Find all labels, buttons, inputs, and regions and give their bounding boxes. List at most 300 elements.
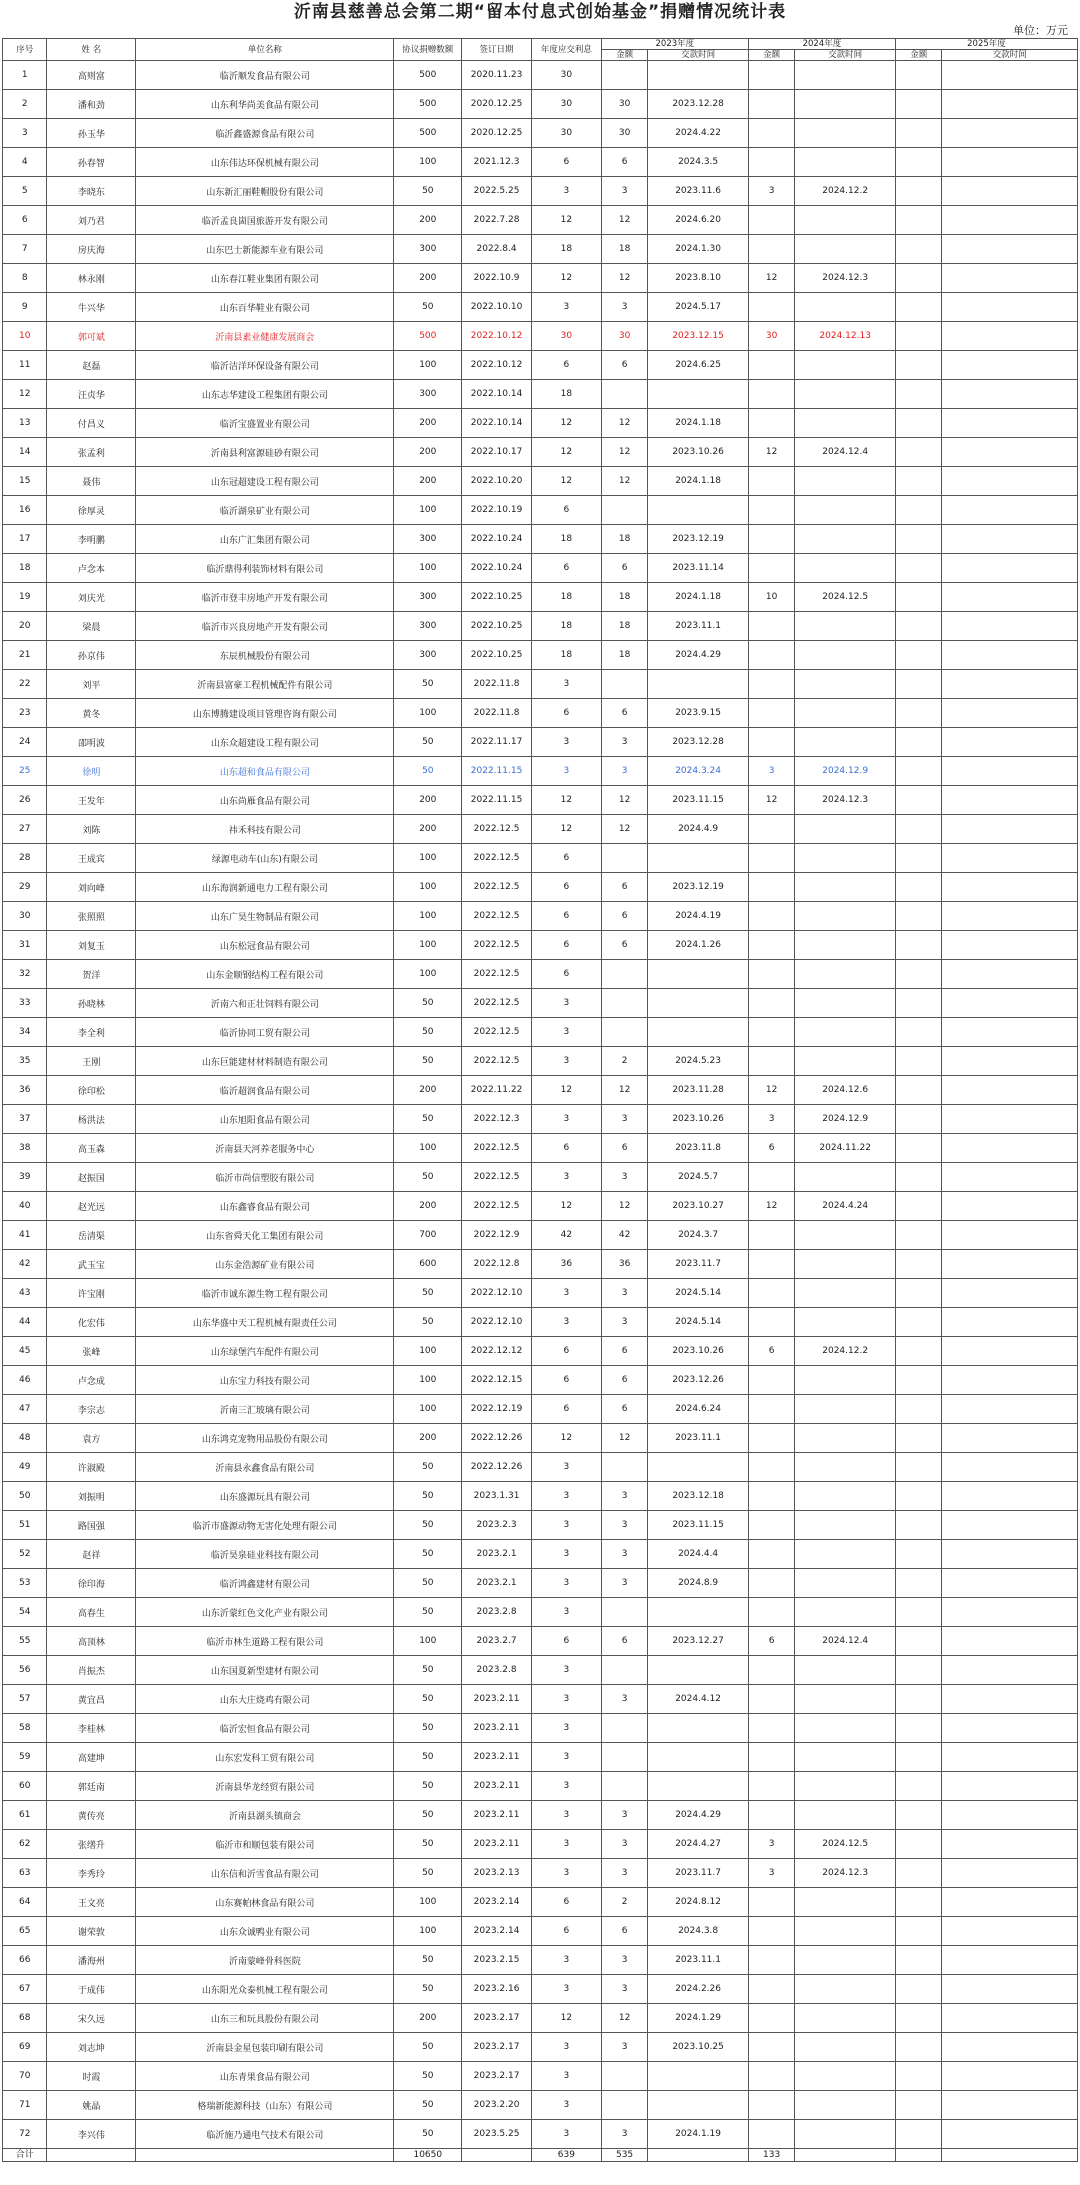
table-row [3, 1337, 1078, 1366]
cell-seq: 15 [3, 467, 47, 496]
cell-name: 张照照 [47, 902, 136, 931]
cell-interest: 6 [531, 873, 601, 902]
table-row [3, 1047, 1078, 1076]
cell-sign-date: 2020.11.23 [462, 61, 532, 90]
table-row [3, 641, 1078, 670]
cell-paydate-2023: 2024.2.26 [648, 1975, 749, 2004]
cell-paydate-2023: 2023.11.8 [648, 1134, 749, 1163]
cell-amount-2025 [895, 1308, 942, 1337]
cell-amount: 50 [394, 1453, 462, 1482]
cell-paydate-2023: 2024.1.26 [648, 931, 749, 960]
table-row [3, 1917, 1078, 1946]
cell-sign-date: 2023.2.15 [462, 1946, 532, 1975]
cell-amount-2024 [748, 1482, 795, 1511]
cell-name: 许淑殿 [47, 1453, 136, 1482]
cell-seq: 48 [3, 1424, 47, 1453]
cell-paydate-2025 [942, 1366, 1078, 1395]
cell-amount-2025 [895, 931, 942, 960]
cell-amount-2023: 3 [601, 1830, 648, 1859]
cell-company: 山东宝力科技有限公司 [136, 1366, 394, 1395]
cell-paydate-2024: 2024.12.4 [795, 438, 896, 467]
cell-amount-2024 [748, 902, 795, 931]
table-row [3, 1424, 1078, 1453]
cell-amount: 200 [394, 438, 462, 467]
cell-paydate-2024 [795, 467, 896, 496]
cell-amount: 50 [394, 1772, 462, 1801]
cell-amount-2023 [601, 960, 648, 989]
cell-seq: 59 [3, 1743, 47, 1772]
cell-seq: 64 [3, 1888, 47, 1917]
cell-name: 潘和劲 [47, 90, 136, 119]
cell-sign-date: 2022.10.12 [462, 322, 532, 351]
cell-paydate-2023 [648, 380, 749, 409]
cell-name: 李全利 [47, 1018, 136, 1047]
cell-paydate-2024 [795, 1888, 896, 1917]
cell-amount-2024 [748, 1975, 795, 2004]
cell-paydate-2025 [942, 1801, 1078, 1830]
cell-paydate-2025 [942, 2033, 1078, 2062]
cell-amount-2025 [895, 235, 942, 264]
cell-amount-2024 [748, 1221, 795, 1250]
cell-paydate-2025 [942, 670, 1078, 699]
cell-amount-2023: 6 [601, 1627, 648, 1656]
cell-seq: 69 [3, 2033, 47, 2062]
cell-amount: 50 [394, 670, 462, 699]
cell-seq: 40 [3, 1192, 47, 1221]
cell-name: 袁方 [47, 1424, 136, 1453]
cell-seq: 36 [3, 1076, 47, 1105]
cell-amount-2023: 12 [601, 1076, 648, 1105]
header-company: 单位名称 [136, 39, 394, 61]
cell-company: 临沂市兴良房地产开发有限公司 [136, 612, 394, 641]
cell-seq: 11 [3, 351, 47, 380]
cell-amount-2025 [895, 1424, 942, 1453]
cell-company: 山东金浩源矿业有限公司 [136, 1250, 394, 1279]
cell-sign-date: 2022.12.26 [462, 1453, 532, 1482]
cell-amount-2023: 30 [601, 322, 648, 351]
cell-amount-2024 [748, 554, 795, 583]
cell-company: 临沂顺发食品有限公司 [136, 61, 394, 90]
cell-company: 沂南县湖头镇商会 [136, 1801, 394, 1830]
cell-paydate-2024: 2024.12.13 [795, 322, 896, 351]
cell-sign-date: 2022.10.14 [462, 409, 532, 438]
cell-amount: 100 [394, 351, 462, 380]
table-row [3, 960, 1078, 989]
cell-amount-2023: 6 [601, 1134, 648, 1163]
cell-seq: 43 [3, 1279, 47, 1308]
cell-paydate-2025 [942, 1511, 1078, 1540]
cell-name: 贺洋 [47, 960, 136, 989]
header-year-2025: 2025年度 [895, 39, 1077, 50]
cell-seq: 56 [3, 1656, 47, 1685]
cell-name: 刘庆光 [47, 583, 136, 612]
cell-amount-2024: 6 [748, 1337, 795, 1366]
cell-amount-2025 [895, 322, 942, 351]
cell-amount-2025 [895, 1569, 942, 1598]
cell-paydate-2025 [942, 1743, 1078, 1772]
cell-seq: 52 [3, 1540, 47, 1569]
cell-name: 刘志坤 [47, 2033, 136, 2062]
donation-table [2, 38, 1078, 2162]
cell-company: 祎禾科技有限公司 [136, 815, 394, 844]
cell-amount-2025 [895, 1830, 942, 1859]
total-blank-4 [648, 2149, 749, 2162]
cell-paydate-2025 [942, 1685, 1078, 1714]
table-row [3, 844, 1078, 873]
cell-paydate-2023: 2023.12.28 [648, 90, 749, 119]
cell-interest: 3 [531, 728, 601, 757]
cell-amount-2023: 3 [601, 1685, 648, 1714]
cell-sign-date: 2022.12.3 [462, 1105, 532, 1134]
cell-name: 李明鹏 [47, 525, 136, 554]
cell-amount-2025 [895, 2033, 942, 2062]
cell-paydate-2025 [942, 612, 1078, 641]
cell-amount-2024 [748, 989, 795, 1018]
cell-amount: 100 [394, 1888, 462, 1917]
cell-amount-2024 [748, 1888, 795, 1917]
cell-amount-2023: 18 [601, 235, 648, 264]
cell-company: 临沂宝盛置业有限公司 [136, 409, 394, 438]
cell-paydate-2023: 2024.4.29 [648, 641, 749, 670]
cell-sign-date: 2022.10.17 [462, 438, 532, 467]
cell-paydate-2025 [942, 1395, 1078, 1424]
cell-interest: 3 [531, 1859, 601, 1888]
cell-amount-2025 [895, 61, 942, 90]
cell-interest: 3 [531, 1540, 601, 1569]
cell-sign-date: 2023.2.11 [462, 1772, 532, 1801]
cell-amount-2023: 3 [601, 2120, 648, 2149]
cell-paydate-2024 [795, 1569, 896, 1598]
cell-amount-2023 [601, 1453, 648, 1482]
cell-amount: 500 [394, 322, 462, 351]
cell-amount-2025 [895, 1395, 942, 1424]
cell-amount-2023: 3 [601, 177, 648, 206]
table-row [3, 1772, 1078, 1801]
cell-sign-date: 2022.12.5 [462, 844, 532, 873]
cell-paydate-2023: 2023.11.14 [648, 554, 749, 583]
cell-paydate-2024 [795, 1743, 896, 1772]
cell-amount-2025 [895, 1221, 942, 1250]
cell-interest: 3 [531, 1743, 601, 1772]
cell-paydate-2024 [795, 931, 896, 960]
cell-paydate-2025 [942, 235, 1078, 264]
cell-amount-2025 [895, 1975, 942, 2004]
cell-interest: 18 [531, 612, 601, 641]
cell-amount: 200 [394, 2004, 462, 2033]
cell-amount: 100 [394, 148, 462, 177]
table-row [3, 351, 1078, 380]
cell-seq: 39 [3, 1163, 47, 1192]
cell-seq: 61 [3, 1801, 47, 1830]
cell-amount: 200 [394, 206, 462, 235]
cell-amount-2023: 18 [601, 612, 648, 641]
table-row [3, 206, 1078, 235]
cell-paydate-2024 [795, 612, 896, 641]
cell-interest: 36 [531, 1250, 601, 1279]
table-row [3, 1946, 1078, 1975]
header-2023-amount: 金额 [601, 50, 648, 61]
table-row [3, 438, 1078, 467]
cell-name: 黄传亮 [47, 1801, 136, 1830]
cell-interest: 3 [531, 1830, 601, 1859]
cell-company: 山东赛帕林食品有限公司 [136, 1888, 394, 1917]
cell-paydate-2023: 2023.11.1 [648, 1946, 749, 1975]
cell-interest: 12 [531, 1076, 601, 1105]
cell-paydate-2024 [795, 1772, 896, 1801]
cell-amount: 50 [394, 757, 462, 786]
cell-sign-date: 2022.10.10 [462, 293, 532, 322]
cell-interest: 6 [531, 699, 601, 728]
cell-paydate-2024 [795, 1917, 896, 1946]
cell-paydate-2024 [795, 1482, 896, 1511]
header-interest: 年度应交利息 [531, 39, 601, 61]
cell-seq: 58 [3, 1714, 47, 1743]
cell-amount: 50 [394, 1743, 462, 1772]
cell-company: 山东青果食品有限公司 [136, 2062, 394, 2091]
cell-amount: 50 [394, 2033, 462, 2062]
cell-seq: 49 [3, 1453, 47, 1482]
table-row [3, 786, 1078, 815]
cell-interest: 18 [531, 380, 601, 409]
cell-sign-date: 2022.11.17 [462, 728, 532, 757]
cell-name: 王发年 [47, 786, 136, 815]
cell-paydate-2024 [795, 1801, 896, 1830]
cell-company: 山东旭阳食品有限公司 [136, 1105, 394, 1134]
cell-amount-2025 [895, 525, 942, 554]
cell-paydate-2023: 2023.12.26 [648, 1366, 749, 1395]
cell-company: 山东大庄烧鸡有限公司 [136, 1685, 394, 1714]
cell-company: 沂南县素业健康发展商会 [136, 322, 394, 351]
cell-interest: 12 [531, 815, 601, 844]
cell-amount-2025 [895, 1685, 942, 1714]
cell-name: 宋久远 [47, 2004, 136, 2033]
cell-interest: 3 [531, 1453, 601, 1482]
cell-amount: 100 [394, 844, 462, 873]
cell-amount: 300 [394, 235, 462, 264]
cell-name: 徐印松 [47, 1076, 136, 1105]
cell-paydate-2023 [648, 61, 749, 90]
cell-name: 王刚 [47, 1047, 136, 1076]
cell-amount-2025 [895, 351, 942, 380]
cell-amount-2023 [601, 989, 648, 1018]
cell-amount-2023 [601, 496, 648, 525]
cell-company: 山东沂蒙红色文化产业有限公司 [136, 1598, 394, 1627]
cell-paydate-2024 [795, 1163, 896, 1192]
cell-amount-2023 [601, 844, 648, 873]
cell-company: 山东信和沂雪食品有限公司 [136, 1859, 394, 1888]
cell-paydate-2023: 2023.12.19 [648, 525, 749, 554]
cell-interest: 3 [531, 1047, 601, 1076]
cell-sign-date: 2023.2.1 [462, 1569, 532, 1598]
cell-amount-2024 [748, 380, 795, 409]
cell-paydate-2024 [795, 1221, 896, 1250]
cell-paydate-2025 [942, 1163, 1078, 1192]
cell-amount-2023 [601, 1772, 648, 1801]
cell-amount-2024 [748, 2004, 795, 2033]
cell-amount-2023: 6 [601, 1337, 648, 1366]
cell-amount: 200 [394, 786, 462, 815]
cell-amount-2023: 3 [601, 1308, 648, 1337]
cell-amount-2024: 3 [748, 1830, 795, 1859]
cell-sign-date: 2022.11.8 [462, 699, 532, 728]
cell-amount-2025 [895, 960, 942, 989]
cell-paydate-2023: 2024.1.18 [648, 409, 749, 438]
cell-amount-2023: 12 [601, 206, 648, 235]
cell-amount-2024 [748, 1946, 795, 1975]
cell-paydate-2025 [942, 1946, 1078, 1975]
cell-amount: 100 [394, 1395, 462, 1424]
cell-sign-date: 2022.12.10 [462, 1308, 532, 1337]
header-2023-paydate: 交款时间 [648, 50, 749, 61]
cell-amount-2023: 3 [601, 1511, 648, 1540]
cell-seq: 50 [3, 1482, 47, 1511]
cell-interest: 6 [531, 554, 601, 583]
cell-paydate-2024 [795, 1685, 896, 1714]
cell-company: 沂南县天河养老服务中心 [136, 1134, 394, 1163]
cell-paydate-2024 [795, 699, 896, 728]
total-interest: 639 [531, 2149, 601, 2162]
table-row [3, 1482, 1078, 1511]
cell-seq: 72 [3, 2120, 47, 2149]
cell-amount-2023: 3 [601, 757, 648, 786]
cell-company: 沂南县华龙经贸有限公司 [136, 1772, 394, 1801]
total-blank-7 [942, 2149, 1078, 2162]
cell-amount-2024 [748, 351, 795, 380]
cell-company: 临沂洁洋环保设备有限公司 [136, 351, 394, 380]
cell-company: 山东超和食品有限公司 [136, 757, 394, 786]
cell-name: 徐印海 [47, 1569, 136, 1598]
cell-amount-2024 [748, 612, 795, 641]
cell-paydate-2024 [795, 61, 896, 90]
cell-sign-date: 2023.2.14 [462, 1888, 532, 1917]
cell-amount-2023: 6 [601, 873, 648, 902]
cell-amount-2023 [601, 2062, 648, 2091]
cell-seq: 16 [3, 496, 47, 525]
cell-seq: 12 [3, 380, 47, 409]
cell-paydate-2025 [942, 931, 1078, 960]
cell-amount-2023: 6 [601, 902, 648, 931]
cell-amount: 200 [394, 264, 462, 293]
cell-paydate-2024 [795, 380, 896, 409]
cell-amount-2023: 3 [601, 1163, 648, 1192]
cell-seq: 3 [3, 119, 47, 148]
cell-amount: 50 [394, 2062, 462, 2091]
cell-paydate-2023: 2023.11.1 [648, 612, 749, 641]
cell-interest: 12 [531, 264, 601, 293]
page-title: 沂南县慈善总会第二期“留本付息式创始基金”捐赠情况统计表 [293, 2, 787, 22]
cell-amount-2023: 6 [601, 148, 648, 177]
cell-amount-2025 [895, 2004, 942, 2033]
cell-seq: 66 [3, 1946, 47, 1975]
cell-paydate-2025 [942, 2062, 1078, 2091]
cell-paydate-2023 [648, 1598, 749, 1627]
cell-name: 谢荣敦 [47, 1917, 136, 1946]
cell-paydate-2023: 2024.6.20 [648, 206, 749, 235]
cell-interest: 3 [531, 2091, 601, 2120]
cell-name: 张孟利 [47, 438, 136, 467]
cell-paydate-2023 [648, 1714, 749, 1743]
cell-seq: 22 [3, 670, 47, 699]
cell-paydate-2025 [942, 1830, 1078, 1859]
cell-paydate-2025 [942, 554, 1078, 583]
cell-amount-2024 [748, 2091, 795, 2120]
cell-sign-date: 2022.12.5 [462, 1192, 532, 1221]
cell-amount-2025 [895, 728, 942, 757]
cell-company: 山东华盛中天工程机械有限责任公司 [136, 1308, 394, 1337]
cell-interest: 18 [531, 583, 601, 612]
header-2024-paydate: 交款时间 [795, 50, 896, 61]
cell-amount-2025 [895, 380, 942, 409]
cell-interest: 3 [531, 1801, 601, 1830]
cell-interest: 3 [531, 1714, 601, 1743]
cell-company: 山东国夏新型建材有限公司 [136, 1656, 394, 1685]
cell-amount-2024: 12 [748, 264, 795, 293]
cell-interest: 3 [531, 1482, 601, 1511]
cell-amount-2024 [748, 525, 795, 554]
cell-amount-2024: 3 [748, 1105, 795, 1134]
cell-paydate-2023: 2024.4.29 [648, 1801, 749, 1830]
table-row [3, 2120, 1078, 2149]
cell-name: 刘平 [47, 670, 136, 699]
cell-paydate-2024: 2024.11.22 [795, 1134, 896, 1163]
cell-sign-date: 2023.2.8 [462, 1656, 532, 1685]
cell-amount-2024: 30 [748, 322, 795, 351]
cell-paydate-2025 [942, 960, 1078, 989]
cell-sign-date: 2022.10.24 [462, 554, 532, 583]
cell-interest: 6 [531, 902, 601, 931]
cell-paydate-2023 [648, 2091, 749, 2120]
cell-sign-date: 2022.12.8 [462, 1250, 532, 1279]
cell-company: 临沂昊泉硅业科技有限公司 [136, 1540, 394, 1569]
cell-seq: 1 [3, 61, 47, 90]
cell-seq: 5 [3, 177, 47, 206]
cell-company: 山东三和玩具股份有限公司 [136, 2004, 394, 2033]
table-row [3, 1192, 1078, 1221]
cell-paydate-2024: 2024.12.2 [795, 177, 896, 206]
table-row [3, 119, 1078, 148]
cell-name: 李宗志 [47, 1395, 136, 1424]
cell-amount-2023: 3 [601, 1482, 648, 1511]
cell-amount-2024 [748, 1772, 795, 1801]
cell-amount-2024 [748, 2062, 795, 2091]
cell-interest: 12 [531, 2004, 601, 2033]
cell-amount: 100 [394, 873, 462, 902]
cell-amount-2024 [748, 960, 795, 989]
cell-paydate-2024 [795, 351, 896, 380]
cell-sign-date: 2022.12.15 [462, 1366, 532, 1395]
cell-sign-date: 2022.12.9 [462, 1221, 532, 1250]
cell-name: 刘乃君 [47, 206, 136, 235]
cell-amount-2023: 12 [601, 1192, 648, 1221]
cell-paydate-2025 [942, 2120, 1078, 2149]
cell-amount-2025 [895, 1598, 942, 1627]
cell-paydate-2023: 2024.3.5 [648, 148, 749, 177]
cell-amount-2024: 3 [748, 757, 795, 786]
cell-amount-2025 [895, 1627, 942, 1656]
cell-interest: 6 [531, 1337, 601, 1366]
cell-seq: 30 [3, 902, 47, 931]
cell-name: 聂伟 [47, 467, 136, 496]
cell-amount: 50 [394, 1975, 462, 2004]
cell-seq: 45 [3, 1337, 47, 1366]
cell-paydate-2023: 2023.11.7 [648, 1250, 749, 1279]
cell-name: 牛兴华 [47, 293, 136, 322]
table-row [3, 90, 1078, 119]
cell-amount: 50 [394, 989, 462, 1018]
table-row [3, 757, 1078, 786]
cell-name: 许宝刚 [47, 1279, 136, 1308]
cell-seq: 14 [3, 438, 47, 467]
